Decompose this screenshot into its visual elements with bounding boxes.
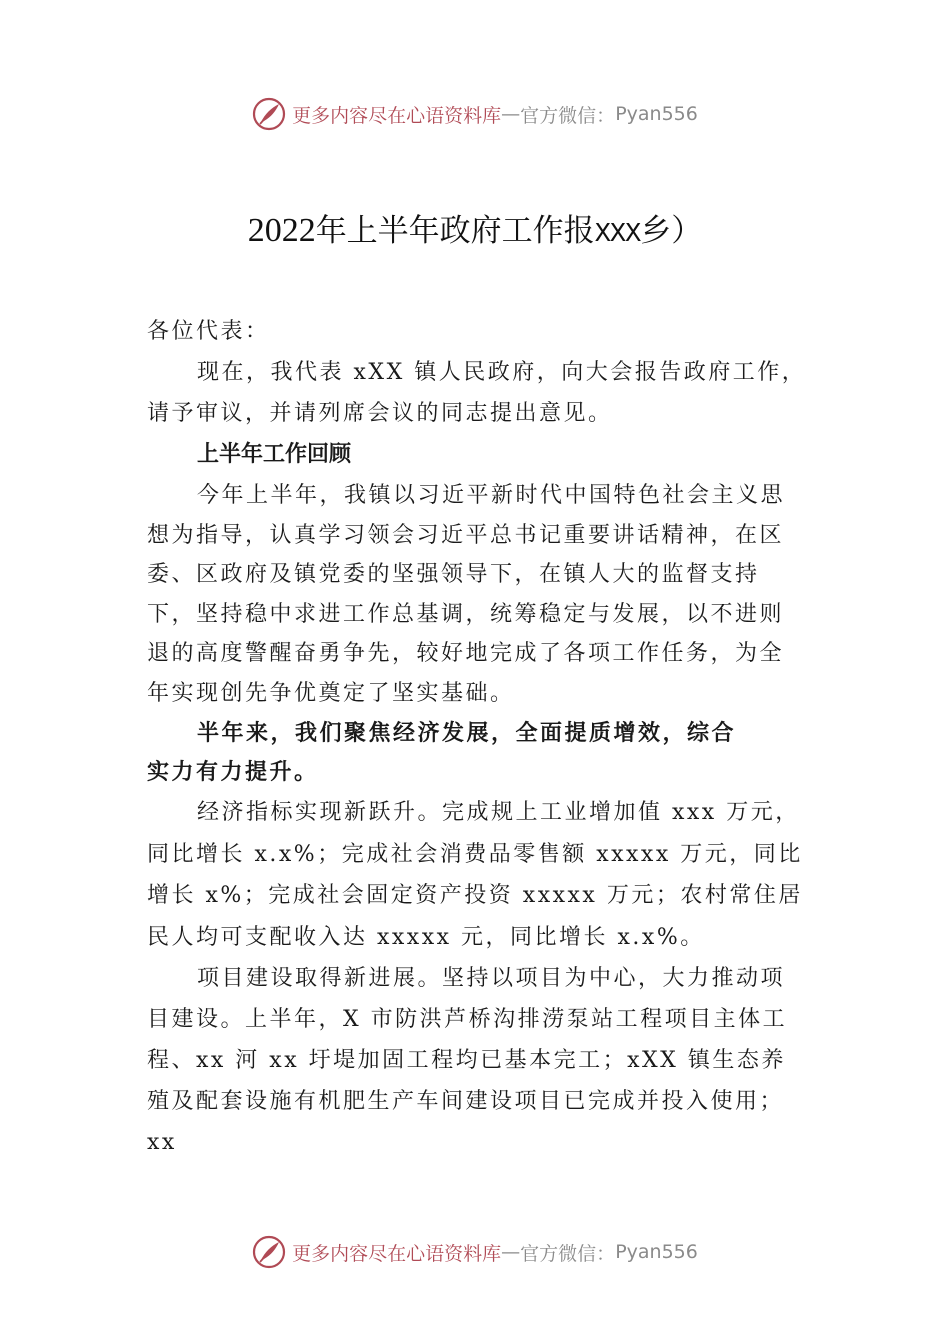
watermark-wechat-label: 官方微信：: [520, 1242, 616, 1265]
paragraph-project-construction: 项目建设取得新进展。坚持以项目为中心，大力推动项目建设。上半年，X 市防洪芦桥沟排涝泵站工程项目主体工程、xx 河 xx 圩堤加固工程均已基本完工；xXX 镇生态养殖及配套设施有机肥生产车间建设项目已完成并投入使用；xx: [147, 966, 788, 1155]
paragraph-summary-line2: 实力有力提升。: [147, 759, 319, 785]
title-year: 2022: [247, 212, 316, 249]
title-xxx: XXX: [594, 220, 641, 250]
watermark-dash: —: [501, 103, 521, 125]
watermark-site-text: 更多内容尽在心语资料库: [292, 104, 502, 127]
watermark-banner-top: [0, 94, 950, 134]
salutation: 各位代表：: [147, 319, 270, 344]
paragraph-review: 今年上半年，我镇以习近平新时代中国特色社会主义思想为指导，认真学习领会习近平总书记重要讲话精神，在区委、区政府及镇党委的坚强领导下，在镇人大的监督支持下，坚持稳中求进工作总基调，统筹稳定与发展，以不进则退的高度警醒奋勇争先，较好地完成了各项工作任务，为全年实现创先争优奠定了坚实基础。: [147, 483, 786, 706]
paragraph-economic-indicators: 经济指标实现新跃升。完成规上工业增加值 xxx 万元，同比增长 x.x%；完成社会消费品零售额 xxxxx 万元，同比增长 x%；完成社会固定资产投资 xxxxx 万元；农村常住居民人均可支配收入达 xxxxx 元，同比增长 x.x%。: [147, 800, 803, 950]
watermark-wechat-label: 官方微信：: [520, 104, 616, 127]
watermark-site-text: 更多内容尽在心语资料库: [292, 1242, 502, 1265]
watermark-wechat-id: Pyan556: [615, 1241, 698, 1263]
paragraph-summary-line1: 半年来，我们聚焦经济发展，全面提质增效，综合: [197, 720, 737, 746]
watermark-dash: —: [501, 1241, 521, 1263]
document-body: [147, 312, 807, 1163]
document-title: [0, 205, 950, 250]
feather-quill-circle-icon: [252, 97, 286, 131]
watermark-wechat-id: Pyan556: [615, 103, 698, 125]
watermark-banner-bottom: [0, 1232, 950, 1272]
title-main: 年上半年政府工作报: [315, 213, 595, 249]
section-heading: 上半年工作回顾: [197, 442, 352, 467]
title-tail: 乡）: [640, 213, 703, 249]
paragraph-intro: 现在，我代表 xXX 镇人民政府，向大会报告政府工作，请予审议，并请列席会议的同志提出意见。: [147, 360, 807, 426]
feather-quill-circle-icon: [252, 1235, 286, 1269]
